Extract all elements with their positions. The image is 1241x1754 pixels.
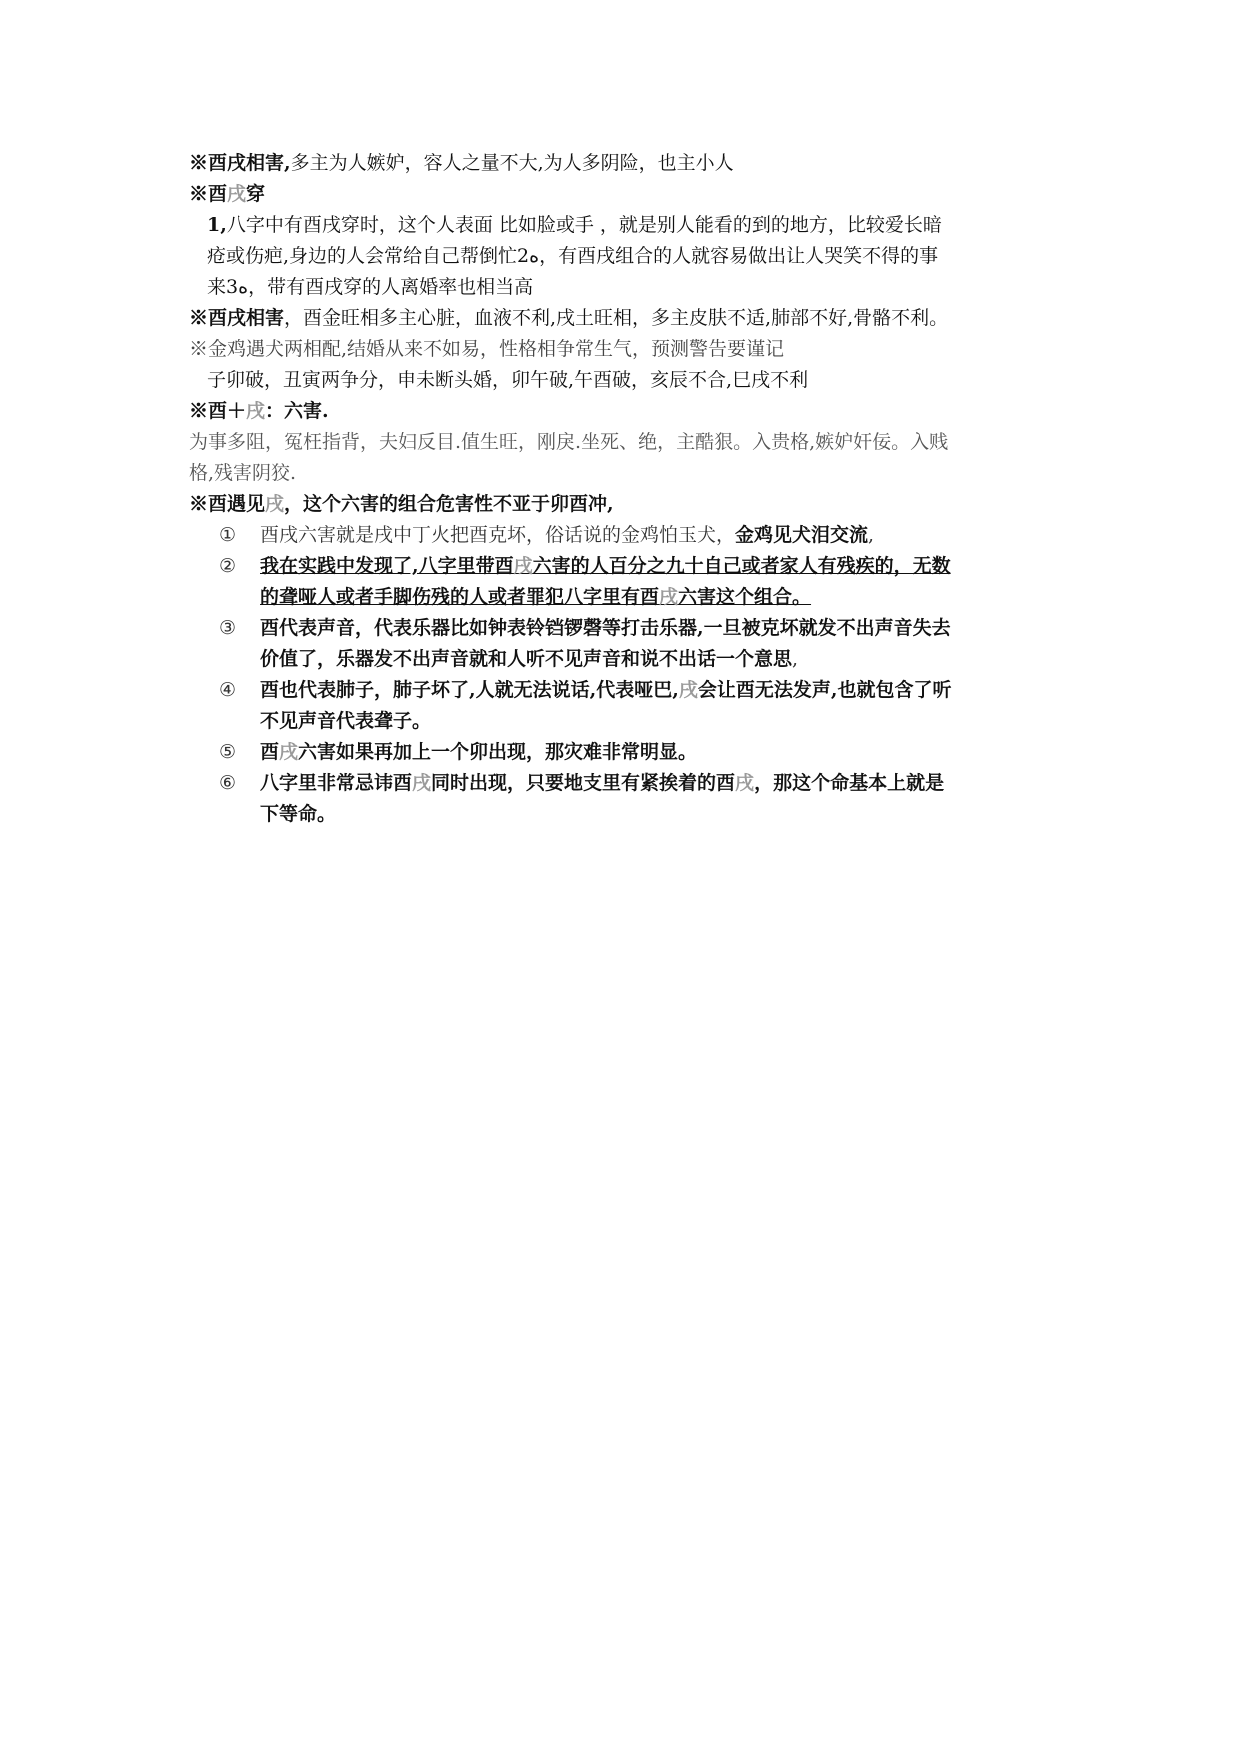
paragraph-number: 1,	[207, 214, 227, 236]
list-text-bold: 金鸡见犬泪交流	[735, 524, 869, 546]
list-item	[219, 613, 1059, 675]
list-number: ④	[219, 679, 237, 701]
body-text: ，酉金旺相多主心脏，血液不利,戌土旺相，多主皮肤不适,肺部不好,骨骼不利。	[284, 307, 949, 329]
po-line: 子卯破，丑寅两争分，申未断头婚，卯午破,午酉破，亥辰不合,巳戌不利	[207, 369, 809, 391]
heading-part: ※酉＋	[189, 400, 247, 422]
list-text: 六害这个组合。	[678, 586, 812, 608]
para-you-xu-xiang-hai-1	[189, 148, 1059, 179]
list-text: 价值了，乐器发不出声音就和人听不见声音和说不出话一个意思	[260, 648, 793, 670]
grey-char: 戌	[279, 741, 299, 763]
list-text: 六害如果再加上一个卯出现，那灾难非常明显。	[298, 741, 698, 763]
list-text: 酉戌六害就是戌中丁火把酉克坏，俗话说的金鸡怕玉犬，	[260, 524, 736, 546]
list-text: 酉也代表肺子，肺子坏了,人就无法说话,代表哑巴,	[260, 679, 679, 701]
list-number: ③	[219, 617, 237, 639]
heading-six-harms	[189, 396, 1059, 427]
paragraph-line-2: 疮或伤疤,身边的人会常给自己帮倒忙2ه，有酉戌组合的人就容易做出让人哭笑不得的事	[207, 245, 939, 267]
list-number: ①	[219, 524, 237, 546]
list-text: 的聋哑人或者手脚伤残的人或者罪犯八字里有酉	[260, 586, 660, 608]
six-harms-line-2: 格,残害阴狡.	[189, 462, 297, 484]
heading-part: ：六害.	[265, 400, 329, 422]
list-text: 我在实践中发现了,八字里带酉	[260, 555, 514, 577]
rhyme-line: ※金鸡遇犬两相配,结婚从来不如易，性格相争常生气，预测警告要谨记	[189, 338, 785, 360]
six-harms-text	[189, 427, 1059, 489]
heading-you-yu-xu	[189, 489, 1059, 520]
list-item	[219, 675, 1059, 737]
body-text: 多主为人嫉妒，容人之量不大,为人多阴险，也主小人	[290, 152, 734, 174]
heading-grey-char: 戌	[227, 183, 247, 205]
grey-char: 戌	[735, 772, 755, 794]
list-text: 会让酉无法发声,也就包含了听	[697, 679, 952, 701]
heading-grey-char: 戌	[265, 493, 285, 515]
list-item	[219, 737, 1059, 768]
list-text: ,	[792, 648, 799, 670]
grey-char: 戌	[513, 555, 533, 577]
heading-text: ※酉戌相害,	[189, 152, 291, 174]
list-text: 酉	[260, 741, 280, 763]
list-item	[219, 551, 1059, 613]
paragraph-line-3: 来3ه，带有酉戌穿的人离婚率也相当高	[207, 276, 534, 298]
para-you-xu-xiang-hai-2	[189, 303, 1059, 334]
list-text: 同时出现，只要地支里有紧挨着的酉	[431, 772, 736, 794]
heading-part: ※酉遇见	[189, 493, 266, 515]
list-number: ⑥	[219, 772, 237, 794]
document-page	[189, 148, 1059, 830]
grey-char: 戌	[678, 679, 698, 701]
heading-part: 穿	[246, 183, 266, 205]
heading-part: ※酉	[189, 183, 228, 205]
list-number: ②	[219, 555, 237, 577]
list-text: 六害的人百分之九十自己或者家人有残疾的，无数	[532, 555, 951, 577]
grey-char: 戌	[412, 772, 432, 794]
paragraph-1	[189, 210, 1059, 303]
list-text: ,	[868, 524, 875, 546]
list-number: ⑤	[219, 741, 237, 763]
heading-grey-char: 戌	[246, 400, 266, 422]
heading-you-xu-chuan	[189, 179, 1059, 210]
list-text: 酉代表声音，代表乐器比如钟表铃铛锣磬等打击乐器,一旦被克坏就发不出声音失去	[260, 617, 951, 639]
list-item	[219, 520, 1059, 551]
grey-char: 戌	[659, 586, 679, 608]
list-text: 不见声音代表聋子。	[260, 710, 432, 732]
list-text: 八字里非常忌讳酉	[260, 772, 413, 794]
list-item	[219, 768, 1059, 830]
heading-text: ※酉戌相害	[189, 307, 285, 329]
six-harms-line-1: 为事多阻，冤枉指背，夫妇反目.值生旺，刚戾.坐死、绝，主酷狠。入贵格,嫉妒奸佞。入贱	[189, 431, 949, 453]
list-text: 下等命。	[260, 803, 337, 825]
list-text: ，那这个命基本上就是	[754, 772, 945, 794]
paragraph-line-1: 八字中有酉戌穿时，这个人表面 比如脸或手 ，就是别人能看的到的地方，比较爱长暗	[226, 214, 942, 236]
heading-part: ，这个六害的组合危害性不亚于卯酉冲,	[284, 493, 614, 515]
numbered-list	[189, 520, 1059, 830]
